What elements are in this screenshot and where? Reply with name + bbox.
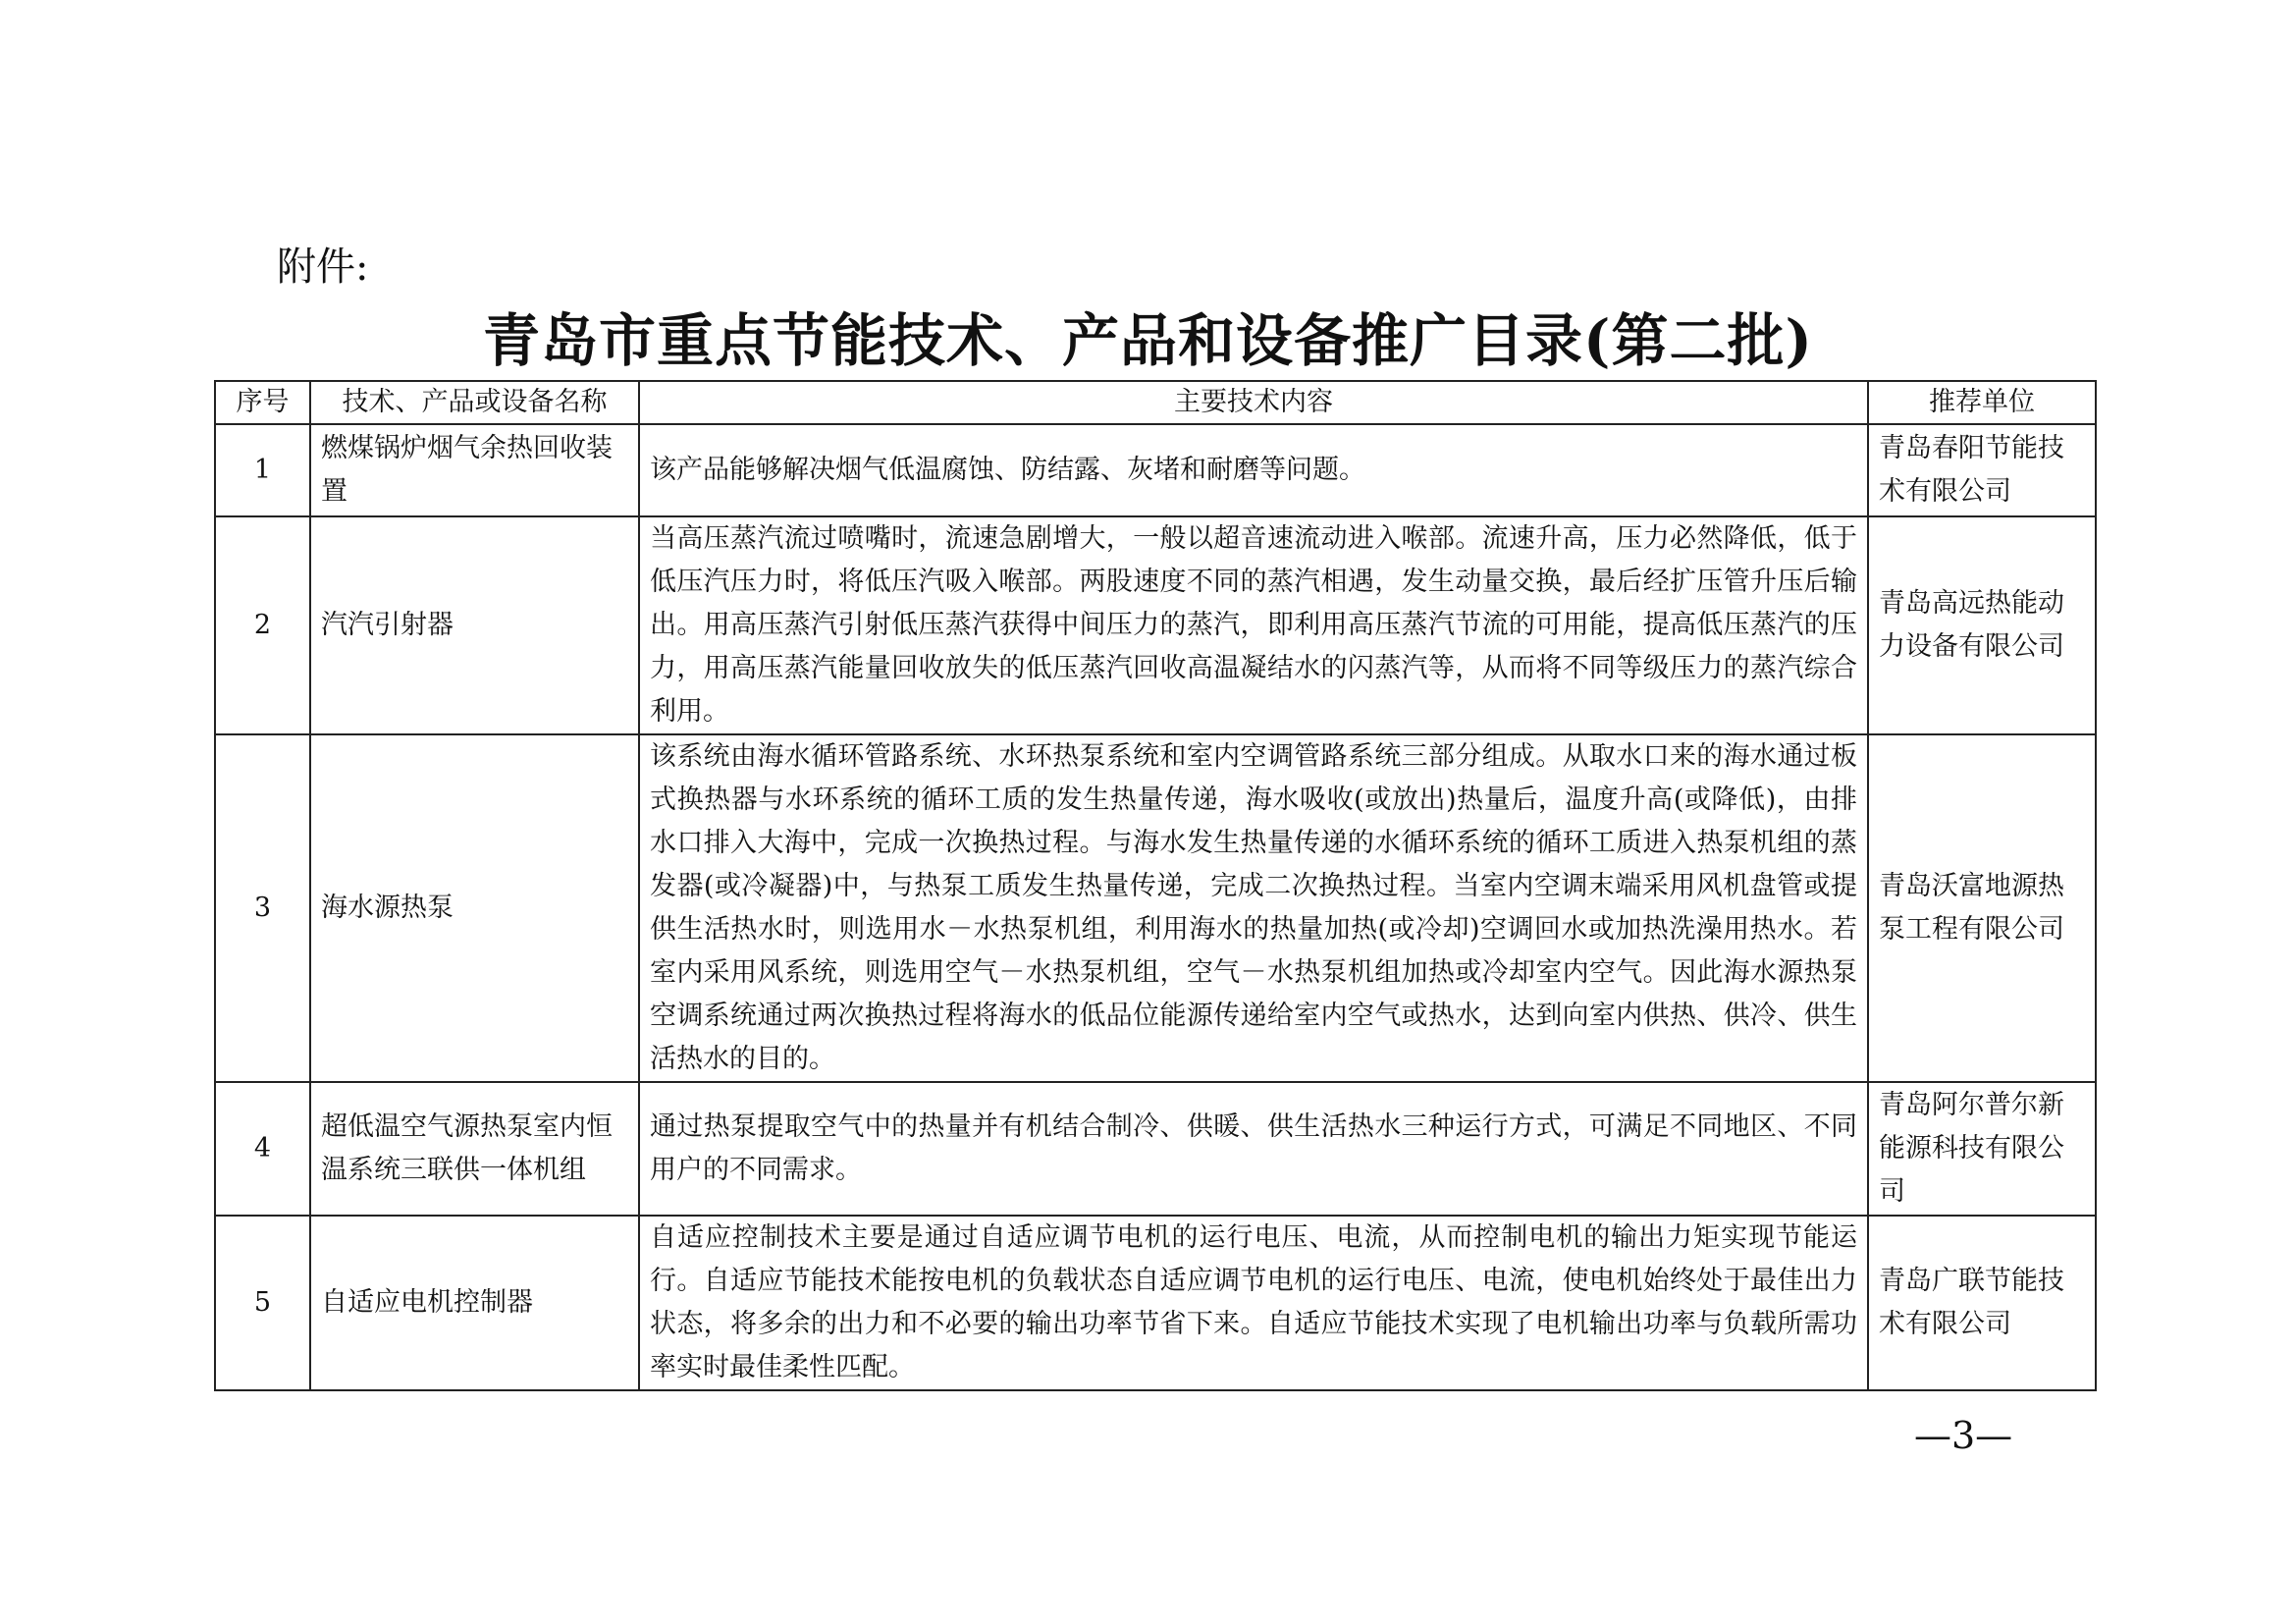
row-org: 青岛高远热能动力设备有限公司 xyxy=(1868,516,2096,734)
row-no: 4 xyxy=(215,1082,310,1216)
table-row xyxy=(215,1082,2096,1216)
row-name: 海水源热泵 xyxy=(310,734,639,1082)
row-name: 自适应电机控制器 xyxy=(310,1216,639,1390)
table-header-row xyxy=(215,381,2096,424)
header-content: 主要技术内容 xyxy=(639,381,1868,424)
row-content: 当高压蒸汽流过喷嘴时，流速急剧增大，一般以超音速流动进入喉部。流速升高，压力必然降低，低于低压汽压力时，将低压汽吸入喉部。两股速度不同的蒸汽相遇，发生动量交换，最后经扩压管升压后输出。用高压蒸汽引射低压蒸汽获得中间压力的蒸汽，即利用高压蒸汽节流的可用能，提高低压蒸汽的压力，用高压蒸汽能量回收放失的低压蒸汽回收高温凝结水的闪蒸汽等，从而将不同等级压力的蒸汽综合利用。 xyxy=(639,516,1868,734)
table-row xyxy=(215,1216,2096,1390)
row-org: 青岛阿尔普尔新能源科技有限公司 xyxy=(1868,1082,2096,1216)
header-org: 推荐单位 xyxy=(1868,381,2096,424)
row-content: 该产品能够解决烟气低温腐蚀、防结露、灰堵和耐磨等问题。 xyxy=(639,424,1868,516)
row-content: 通过热泵提取空气中的热量并有机结合制冷、供暖、供生活热水三种运行方式，可满足不同地区、不同用户的不同需求。 xyxy=(639,1082,1868,1216)
table-row xyxy=(215,516,2096,734)
document-title: 青岛市重点节能技术、产品和设备推广目录(第二批) xyxy=(483,307,1813,374)
row-name: 超低温空气源热泵室内恒温系统三联供一体机组 xyxy=(310,1082,639,1216)
row-name: 汽汽引射器 xyxy=(310,516,639,734)
row-org: 青岛春阳节能技术有限公司 xyxy=(1868,424,2096,516)
catalog-table xyxy=(214,380,2097,1391)
row-content: 该系统由海水循环管路系统、水环热泵系统和室内空调管路系统三部分组成。从取水口来的海水通过板式换热器与水环系统的循环工质的发生热量传递，海水吸收(或放出)热量后，温度升高(或降低)，由排水口排入大海中，完成一次换热过程。与海水发生热量传递的水循环系统的循环工质进入热泵机组的蒸发器(或冷凝器)中，与热泵工质发生热量传递，完成二次换热过程。当室内空调末端采用风机盘管或提供生活热水时，则选用水－水热泵机组，利用海水的热量加热(或冷却)空调回水或加热洗澡用热水。若室内采用风系统，则选用空气－水热泵机组，空气－水热泵机组加热或冷却室内空气。因此海水源热泵空调系统通过两次换热过程将海水的低品位能源传递给室内空气或热水，达到向室内供热、供冷、供生活热水的目的。 xyxy=(639,734,1868,1082)
page-number: —3— xyxy=(1914,1414,2013,1457)
row-no: 2 xyxy=(215,516,310,734)
row-no: 3 xyxy=(215,734,310,1082)
table-row xyxy=(215,734,2096,1082)
attachment-label: 附件: xyxy=(277,244,369,290)
row-no: 5 xyxy=(215,1216,310,1390)
row-org: 青岛沃富地源热泵工程有限公司 xyxy=(1868,734,2096,1082)
header-name: 技术、产品或设备名称 xyxy=(310,381,639,424)
row-no: 1 xyxy=(215,424,310,516)
row-content: 自适应控制技术主要是通过自适应调节电机的运行电压、电流，从而控制电机的输出力矩实现节能运行。自适应节能技术能按电机的负载状态自适应调节电机的运行电压、电流，使电机始终处于最佳出力状态，将多余的出力和不必要的输出功率节省下来。自适应节能技术实现了电机输出功率与负载所需功率实时最佳柔性匹配。 xyxy=(639,1216,1868,1390)
row-name: 燃煤锅炉烟气余热回收装置 xyxy=(310,424,639,516)
table-row xyxy=(215,424,2096,516)
header-no: 序号 xyxy=(215,381,310,424)
row-org: 青岛广联节能技术有限公司 xyxy=(1868,1216,2096,1390)
